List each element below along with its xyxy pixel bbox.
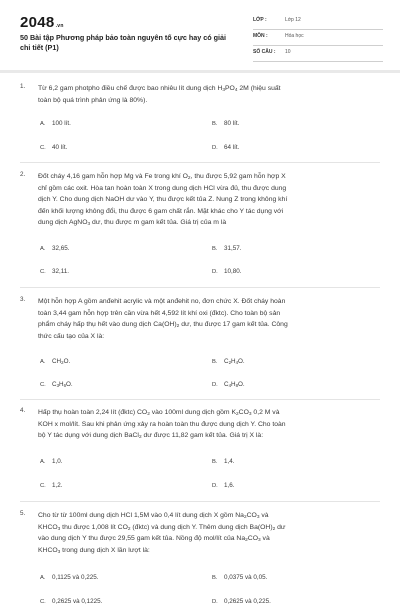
question-number: 4. bbox=[20, 407, 26, 414]
meta-row-class bbox=[253, 14, 383, 30]
option-letter: B. bbox=[212, 359, 218, 365]
option-letter: D. bbox=[212, 382, 218, 388]
option-text: 1,4. bbox=[224, 458, 235, 465]
option-text: 40 lít. bbox=[52, 144, 68, 151]
option-d[interactable] bbox=[212, 598, 271, 605]
question-divider bbox=[20, 162, 380, 163]
option-letter: A. bbox=[40, 575, 46, 581]
option-d[interactable] bbox=[212, 268, 242, 275]
option-b[interactable] bbox=[212, 358, 245, 365]
option-letter: B. bbox=[212, 575, 218, 581]
option-d[interactable] bbox=[212, 381, 245, 388]
question-line: toàn bộ quá trình phản ứng là 80%). bbox=[38, 96, 148, 104]
option-letter: C. bbox=[40, 599, 46, 605]
logo-text: 2048 bbox=[20, 14, 55, 31]
option-text: 0,2625 và 0,225. bbox=[224, 598, 271, 605]
option-b[interactable] bbox=[212, 574, 267, 581]
option-a[interactable] bbox=[40, 358, 70, 365]
question-divider bbox=[20, 399, 380, 400]
option-letter: A. bbox=[40, 121, 46, 127]
site-logo[interactable] bbox=[20, 14, 64, 31]
question-line: vào dung dịch Y thu được 29,55 gam kết tủa. Nồng độ mol/lít của $Na_2CO_3$ và bbox=[38, 535, 270, 544]
logo-suffix: .vn bbox=[55, 23, 64, 29]
question-line: đến khối lượng không đổi, thu được 6 gam chất rắn. Mặt khác cho Y tác dụng với bbox=[38, 207, 284, 215]
question-divider bbox=[20, 501, 380, 502]
meta-value: 10 bbox=[285, 49, 291, 55]
option-text: 1,0. bbox=[52, 458, 63, 465]
question-text bbox=[38, 407, 388, 442]
question-line: bộ Y tác dụng với dung dịch BaCl$_2$ dư được 11,82 gam kết tủa. Giá trị X là: bbox=[38, 432, 264, 441]
option-d[interactable] bbox=[212, 482, 235, 489]
option-text: 31,57. bbox=[224, 245, 242, 252]
question-divider bbox=[20, 287, 380, 288]
header-divider bbox=[0, 70, 400, 73]
question-line: Cho từ từ 100ml dung dịch HCl 1,5M vào 0,4 lít dung dịch X gồm $Na_2CO_3$ và bbox=[38, 512, 269, 520]
option-text: 64 lít. bbox=[224, 144, 240, 151]
option-c[interactable] bbox=[40, 598, 102, 605]
option-letter: C. bbox=[40, 483, 46, 489]
question-text bbox=[38, 296, 388, 342]
option-text: 80 lít. bbox=[224, 120, 240, 127]
question-line: Từ 6,2 gam photpho điều chế được bao nhiêu lít dung dịch $H_3PO_4$ 2M (hiệu suất bbox=[38, 85, 281, 93]
question-line: Một hỗn hợp A gồm anđehit acrylic và một anđehit no, đơn chức X. Đốt cháy hoàn bbox=[38, 298, 286, 305]
option-text: 0,1125 và 0,225. bbox=[52, 574, 99, 581]
option-letter: A. bbox=[40, 359, 46, 365]
option-text: 0,2625 và 0,1225. bbox=[52, 598, 103, 605]
option-d[interactable] bbox=[212, 144, 239, 151]
question-line: dung dịch AgNO$_3$ dư, thu được m gam kết tủa. Giá trị của m là bbox=[38, 219, 227, 228]
question-number: 2. bbox=[20, 171, 26, 178]
question-line: Đốt cháy 4,16 gam hỗn hợp Mg và Fe trong khí $O_2$, thu được 5,92 gam hỗn hợp X bbox=[38, 173, 286, 181]
option-letter: B. bbox=[212, 121, 218, 127]
option-text: 1,2. bbox=[52, 482, 63, 489]
meta-label: MÔN : bbox=[253, 33, 268, 39]
question-line: $KHCO_3$ thu được 1,008 lít $CO_2$ (đktc) và dung dịch Y. Thêm dung dịch $Ba(OH)_2$ dư bbox=[38, 523, 286, 532]
question-line: chỉ gồm các oxit. Hòa tan hoàn toàn X trong dung dịch HCl vừa đủ, thu được dung bbox=[38, 184, 287, 192]
meta-row-subject bbox=[253, 30, 383, 46]
option-text: 1,6. bbox=[224, 482, 235, 489]
option-letter: C. bbox=[40, 269, 46, 275]
option-text: $C_4H_8O$. bbox=[224, 381, 245, 388]
option-text: 10,80. bbox=[224, 268, 242, 275]
page-header bbox=[0, 0, 400, 64]
question-line: thức cấu tạo của X là: bbox=[38, 332, 105, 340]
option-text: 0,0375 và 0,05. bbox=[224, 574, 268, 581]
option-letter: C. bbox=[40, 382, 46, 388]
option-letter: B. bbox=[212, 246, 218, 252]
option-b[interactable] bbox=[212, 458, 235, 465]
question-line: Hấp thụ hoàn toàn 2,24 lít (đktc) $CO_2$ vào 100ml dung dịch gồm $K_2CO_3$ 0,2 M và bbox=[38, 409, 280, 417]
option-text: 32,11. bbox=[52, 268, 70, 275]
meta-label: SỐ CÂU : bbox=[253, 49, 276, 55]
option-text: $CH_2O$. bbox=[52, 358, 71, 365]
option-a[interactable] bbox=[40, 120, 71, 127]
option-c[interactable] bbox=[40, 381, 73, 388]
meta-label: LỚP : bbox=[253, 17, 267, 23]
document-title: 50 Bài tập Phương pháp bảo toàn nguyên tố cực hay có giải chi tiết (P1) bbox=[20, 33, 227, 52]
option-c[interactable] bbox=[40, 482, 63, 489]
option-text: 100 lít. bbox=[52, 120, 71, 127]
option-letter: D. bbox=[212, 269, 218, 275]
option-c[interactable] bbox=[40, 268, 69, 275]
option-a[interactable] bbox=[40, 458, 63, 465]
option-a[interactable] bbox=[40, 245, 70, 252]
document-meta bbox=[253, 14, 383, 62]
question-number: 1. bbox=[20, 83, 26, 90]
option-letter: B. bbox=[212, 459, 218, 465]
option-letter: D. bbox=[212, 145, 218, 151]
option-text: $C_2H_4O$. bbox=[224, 358, 245, 365]
question-line: toàn 3,44 gam hỗn hợp trên cần vừa hết 4,592 lít khí oxi (đktc). Cho toàn bộ sản bbox=[38, 309, 281, 317]
question-number: 5. bbox=[20, 510, 26, 517]
question-line: $KHCO_3$ trong dung dịch X lần lượt là: bbox=[38, 546, 150, 555]
option-letter: D. bbox=[212, 599, 218, 605]
meta-value: Lớp 12 bbox=[285, 17, 301, 23]
question-line: phẩm cháy hấp thụ hết vào dung dịch $Ca(OH)_2$ dư, thu được 17 gam kết tủa. Công bbox=[38, 321, 288, 330]
question-text bbox=[38, 510, 388, 556]
option-text: 32,65. bbox=[52, 245, 70, 252]
meta-row-count bbox=[253, 46, 383, 62]
option-a[interactable] bbox=[40, 574, 98, 581]
question-line: dịch Y. Cho dung dịch NaOH dư vào Y, thu được kết tủa Z. Nung Z trong không khí bbox=[38, 196, 288, 204]
question-text bbox=[38, 171, 388, 229]
option-text: $C_3H_6O$. bbox=[52, 381, 73, 388]
question-number: 3. bbox=[20, 296, 26, 303]
option-letter: D. bbox=[212, 483, 218, 489]
option-letter: A. bbox=[40, 246, 46, 252]
question-text bbox=[38, 83, 388, 106]
option-b[interactable] bbox=[212, 245, 242, 252]
option-letter: C. bbox=[40, 145, 46, 151]
option-c[interactable] bbox=[40, 144, 67, 151]
meta-value: Hóa học bbox=[285, 33, 304, 39]
question-line: KOH x mol/lít. Sau khi phản ứng xảy ra hoàn toàn thu được dung dịch Y. Cho toàn bbox=[38, 420, 286, 428]
option-b[interactable] bbox=[212, 120, 239, 127]
option-letter: A. bbox=[40, 459, 46, 465]
